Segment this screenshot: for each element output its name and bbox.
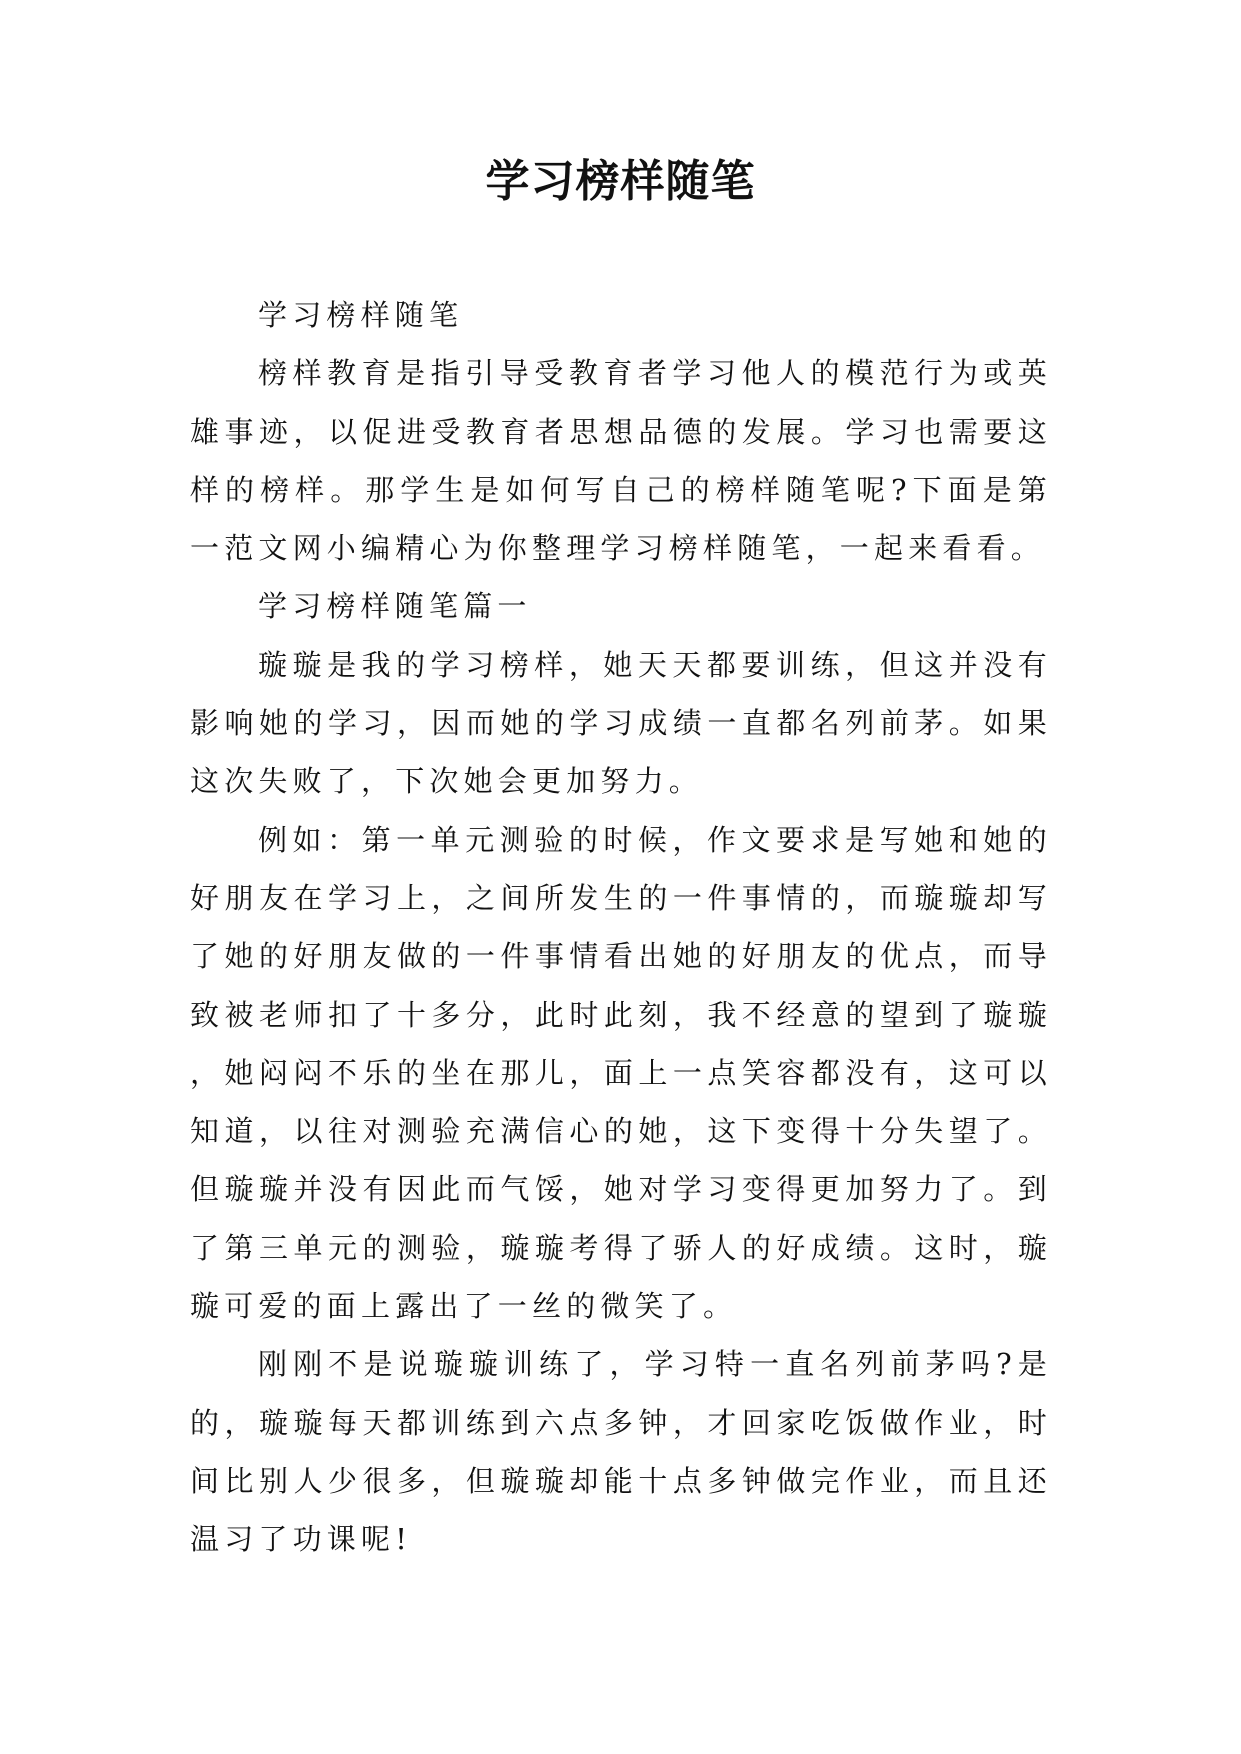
document-title: 学习榜样随笔 xyxy=(485,156,756,207)
paragraph-heading: 学习榜样随笔 xyxy=(258,298,464,332)
paragraph-body: 例如：第一单元测验的时候，作文要求是写她和她的好朋友在学习上，之间所发生的一件事情的，而璇璇却写了她的好朋友做的一件事情看出她的好朋友的优点，而导致被老师扣了十多分，此时此刻，我不经意的望到了璇璇，她闷闷不乐的坐在那儿，面上一点笑容都没有，这可以知道，以往对测验充满信心的她，这下变得十分失望了。但璇璇并没有因此而气馁，她对学习变得更加努力了。到了第三单元的测验，璇璇考得了骄人的好成绩。这时，璇璇可爱的面上露出了一丝的微笑了。 xyxy=(190,822,1052,1324)
paragraph-intro: 榜样教育是指引导受教育者学习他人的模范行为或英雄事迹，以促进受教育者思想品德的发展。学习也需要这样的榜样。那学生是如何写自己的榜样随笔呢?下面是第一范文网小编精心为你整理学习榜样随笔，一起来看看。 xyxy=(190,356,1052,566)
paragraph-body: 刚刚不是说璇璇训练了，学习特一直名列前茅吗?是的，璇璇每天都训练到六点多钟，才回家吃饭做作业，时间比别人少很多，但璇璇却能十点多钟做完作业，而且还温习了功课呢! xyxy=(190,1347,1052,1557)
paragraph-section-title: 学习榜样随笔篇一 xyxy=(258,589,532,624)
paragraph-body: 璇璇是我的学习榜样，她天天都要训练，但这并没有影响她的学习，因而她的学习成绩一直都名列前茅。如果这次失败了，下次她会更加努力。 xyxy=(190,647,1052,799)
document-body xyxy=(190,286,1052,1569)
